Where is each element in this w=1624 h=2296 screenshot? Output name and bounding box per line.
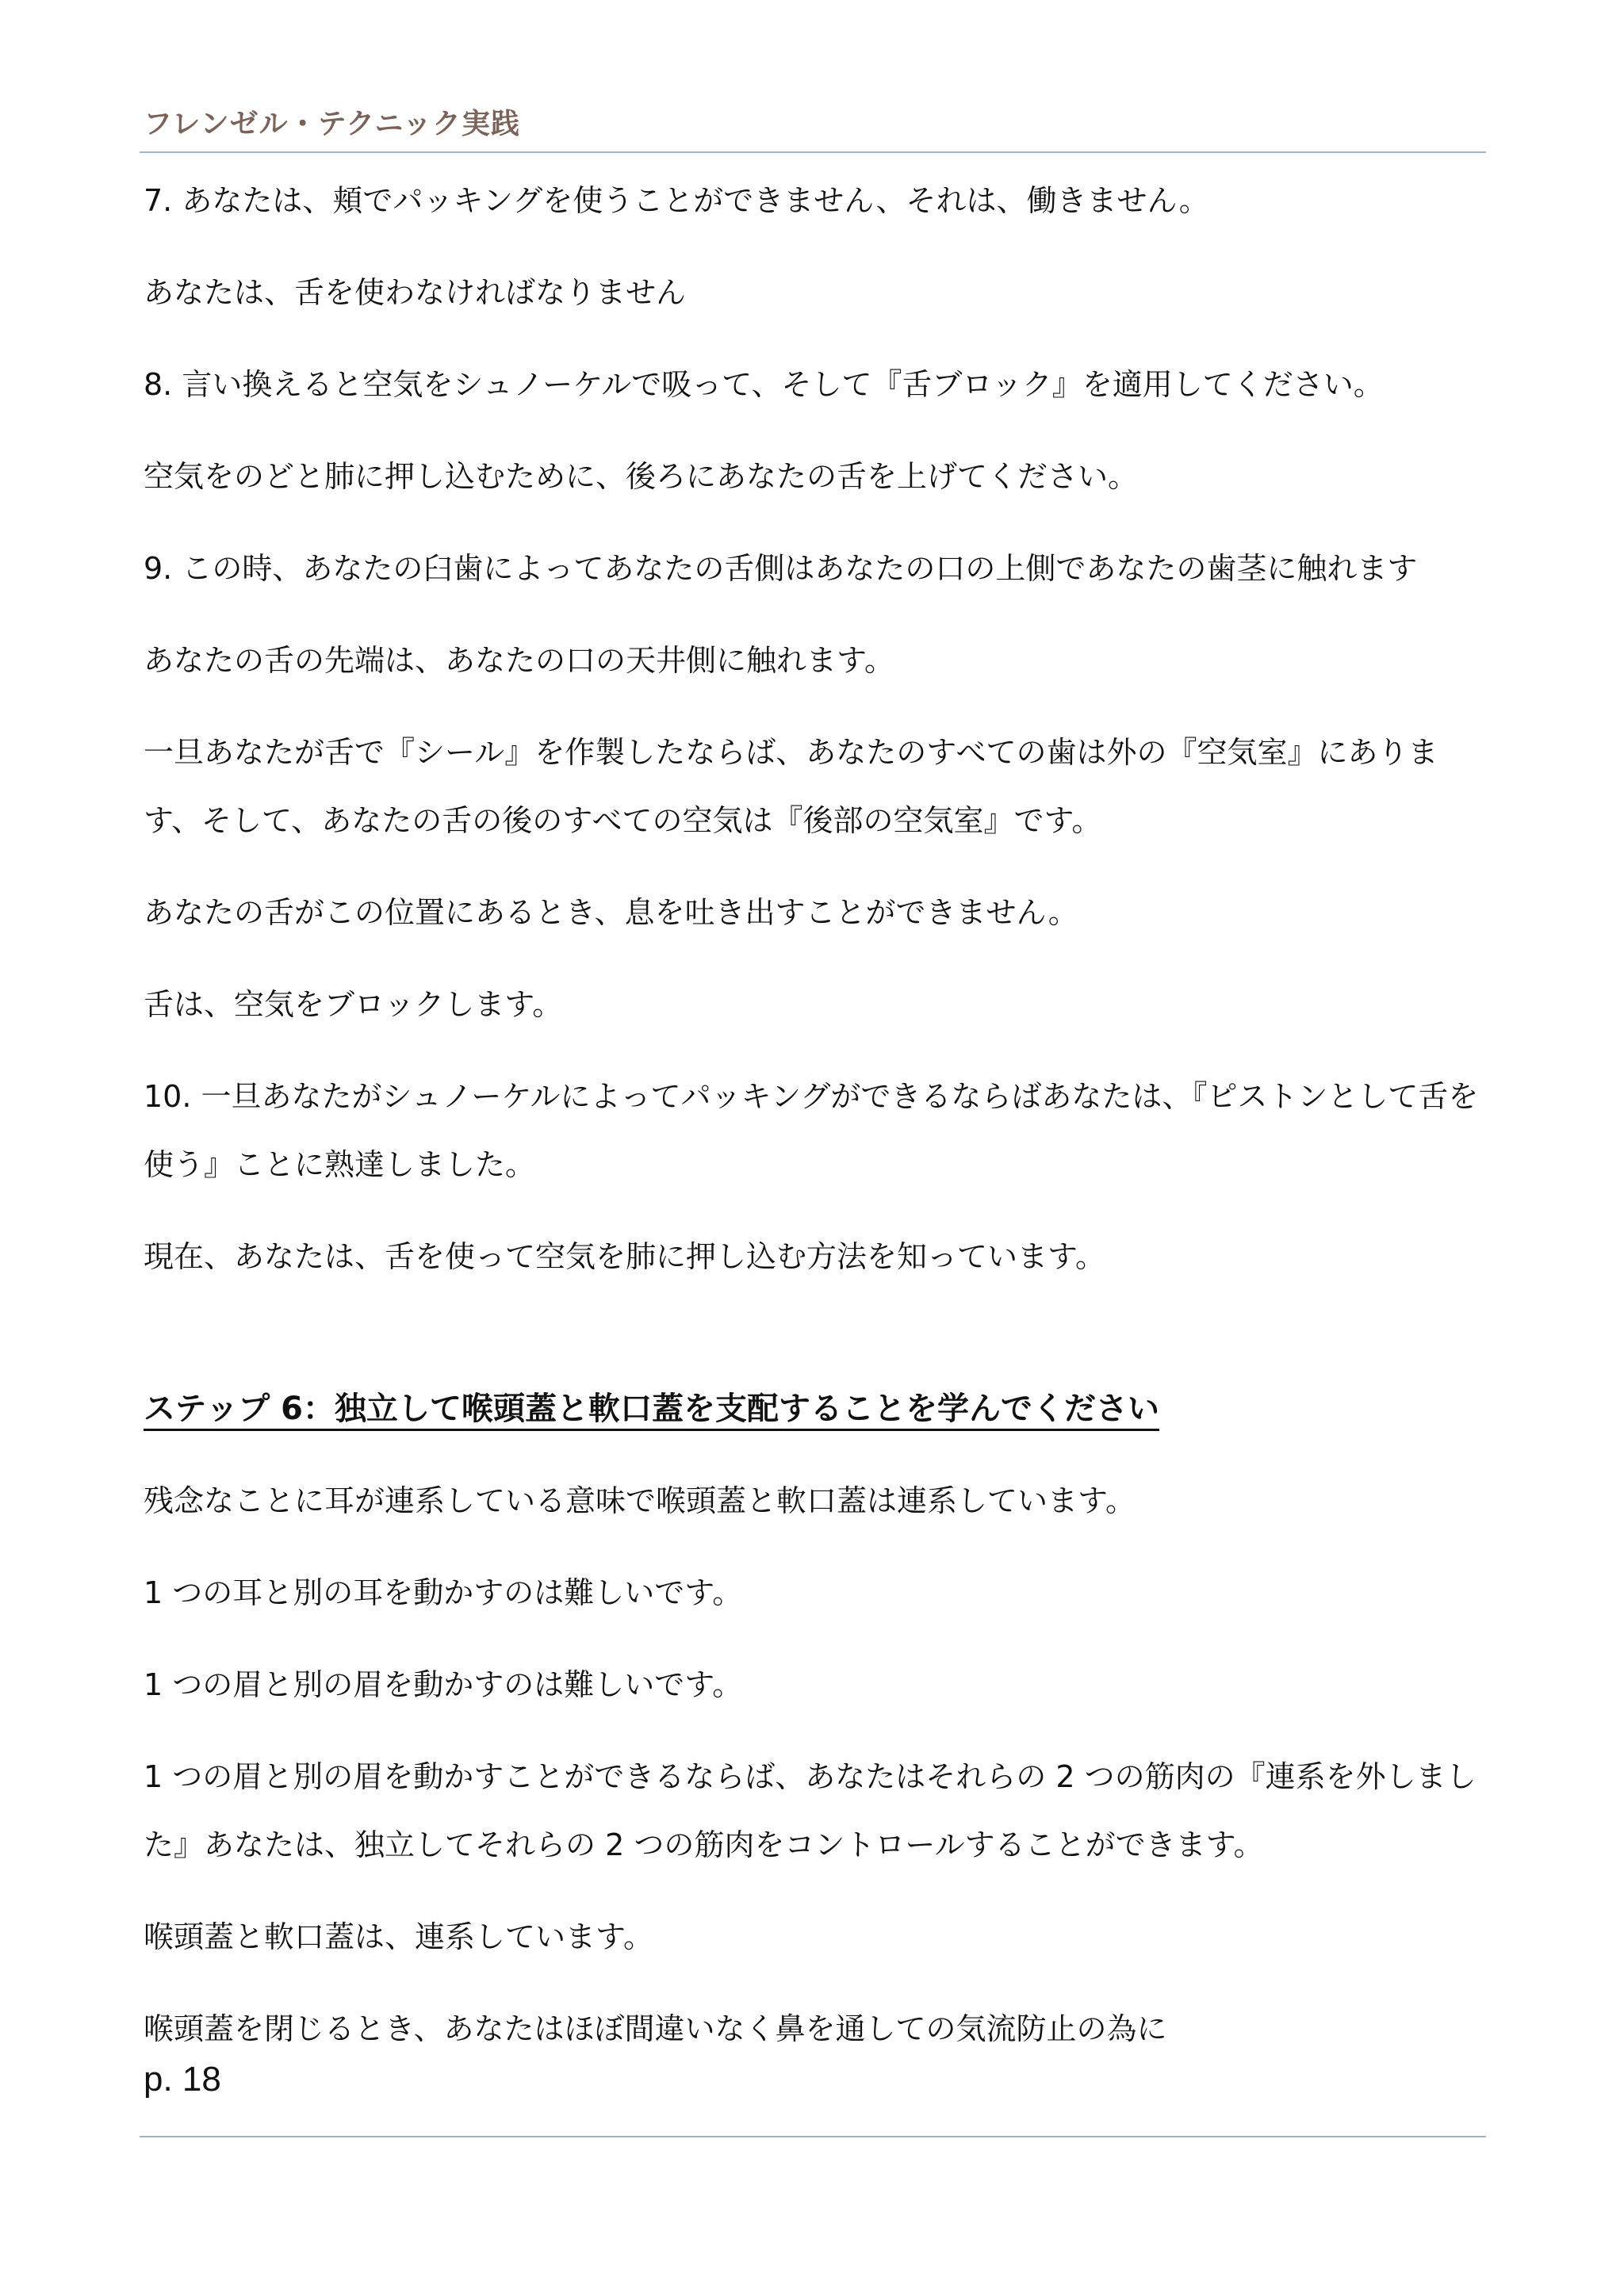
section-heading-text: ステップ 6：独立して喉頭蓋と軟口蓋を支配することを学んでください [144, 1391, 1159, 1427]
paragraph: 10. 一旦あなたがシュノーケルによってパッキングができるならばあなたは、『ピストンとして舌を使う』ことに熟達しました。 [144, 1079, 1479, 1182]
header-rule [140, 151, 1486, 153]
body-text [144, 166, 1484, 2087]
paragraph: 1 つの眉と別の眉を動かすのは難しいです。 [144, 1667, 743, 1702]
paragraph: 喉頭蓋を閉じるとき、あなたはほぼ間違いなく鼻を通しての気流防止の為に [144, 2011, 1167, 2046]
paragraph: あなたの舌の先端は、あなたの口の天井側に触れます。 [144, 643, 894, 678]
paragraph: あなたは、舌を使わなければなりません [144, 275, 687, 310]
running-header: フレンゼル・テクニック実践 [144, 108, 521, 140]
paragraph: 1 つの耳と別の耳を動かすのは難しいです。 [144, 1575, 743, 1610]
paragraph: 7. あなたは、頬でパッキングを使うことができません、それは、働きません。 [144, 183, 1209, 218]
paragraph: 8. 言い換えると空気をシュノーケルで吸って、そして『舌ブロック』を適用してください。 [144, 367, 1384, 402]
paragraph: 空気をのどと肺に押し込むために、後ろにあなたの舌を上げてください。 [144, 459, 1139, 494]
paragraph: あなたの舌がこの位置にあるとき、息を吐き出すことができません。 [144, 895, 1078, 930]
footer-rule [140, 2136, 1486, 2137]
paragraph: 喉頭蓋と軟口蓋は、連系しています。 [144, 1919, 653, 1954]
paragraph: 舌は、空気をブロックします。 [144, 987, 563, 1022]
paragraph: 9. この時、あなたの臼歯によってあなたの舌側はあなたの口の上側であなたの歯茎に触れます [144, 551, 1418, 586]
paragraph: 現在、あなたは、舌を使って空気を肺に押し込む方法を知っています。 [144, 1239, 1105, 1274]
paragraph: 一旦あなたが舌で『シール』を作製したならば、あなたのすべての歯は外の『空気室』にあります、そして、あなたの舌の後のすべての空気は『後部の空気室』です。 [144, 735, 1438, 838]
page-number: p. 18 [144, 2060, 221, 2099]
paragraph: 残念なことに耳が連系している意味で喉頭蓋と軟口蓋は連系しています。 [144, 1483, 1136, 1518]
section-spacer [144, 1314, 1484, 1375]
section-heading [144, 1375, 1484, 1443]
paragraph: 1 つの眉と別の眉を動かすことができるならば、あなたはそれらの 2 つの筋肉の『連系を外しました』あなたは、独立してそれらの 2 つの筋肉をコントロールすることができます。 [144, 1759, 1477, 1862]
